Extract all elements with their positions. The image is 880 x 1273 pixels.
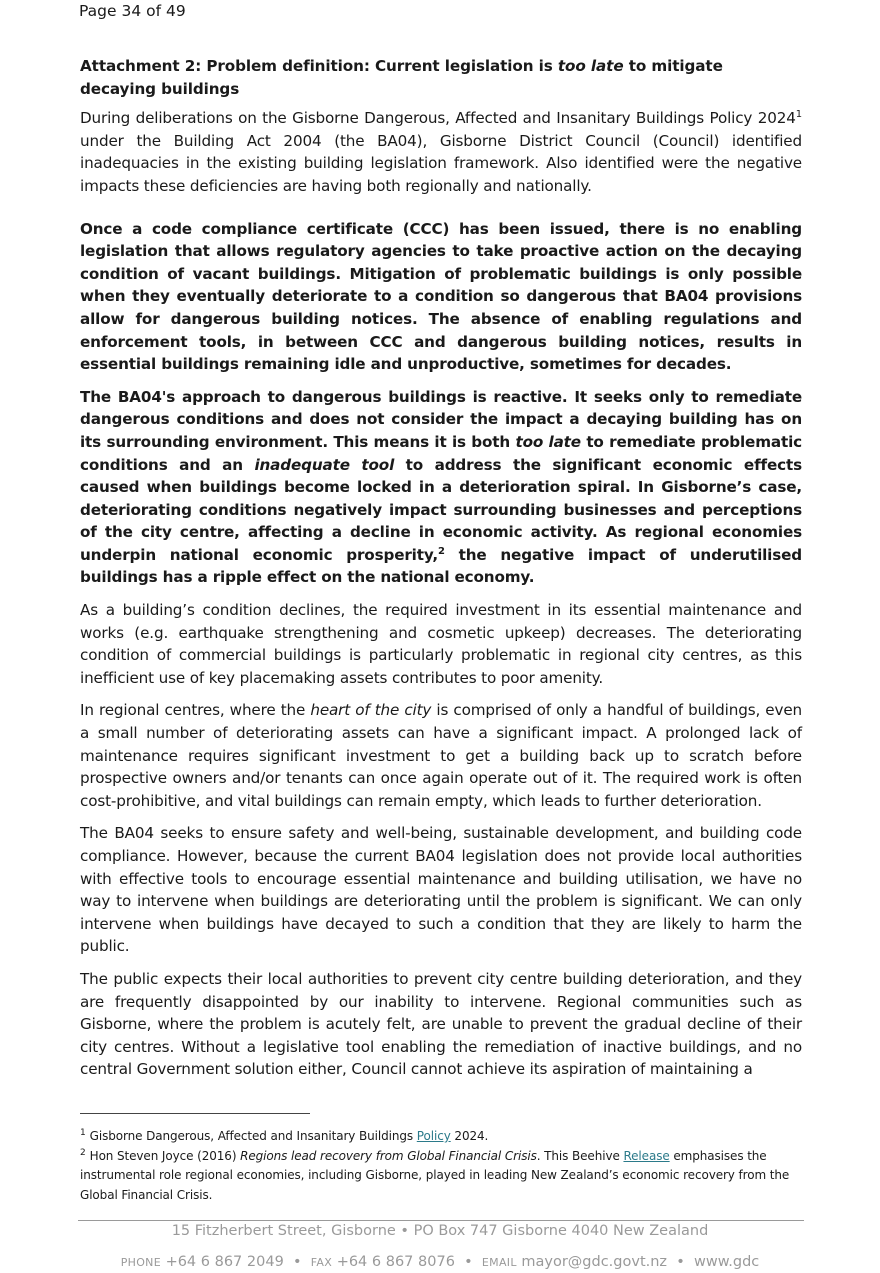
- main-content: [80, 55, 802, 1091]
- fax-label: FAX: [310, 1256, 333, 1269]
- footnote-2-text: Hon Steven Joyce (2016): [89, 1148, 241, 1163]
- website[interactable]: www.gdc: [694, 1254, 760, 1270]
- paragraph-1: [80, 107, 802, 197]
- heading-text-end: to mitigate decaying buildings: [80, 57, 723, 98]
- footnote-ref-1[interactable]: 1: [795, 109, 802, 121]
- heading-emphasis: too late: [557, 57, 624, 75]
- footnote-ref-2[interactable]: 2: [438, 545, 445, 557]
- footer-address: 15 Fitzherbert Street, Gisborne • PO Box 747 Gisborne 4040 New Zealand: [171, 1223, 709, 1239]
- paragraph-3-text-3: to address the significant economic effects caused when buildings become locked in a deterioration spiral. In Gisborne’s case, deteriorating conditions negatively impact surrounding businesses and perceptions of the city centre, affecting a decline in economic activity. As regional economies underpin national economic prosperity,: [80, 455, 802, 564]
- paragraph-5: [80, 699, 802, 812]
- footer-contact: [0, 1254, 880, 1270]
- fax-number: +64 6 867 8076: [336, 1254, 455, 1270]
- heading-text: Attachment 2: Problem definition: Current legislation is: [80, 57, 558, 75]
- footnote-1-text: Gisborne Dangerous, Affected and Insanitary Buildings: [89, 1129, 417, 1143]
- footnote-2-text-mid: . This Beehive: [536, 1148, 624, 1163]
- paragraph-3-text: The BA04's approach to dangerous buildings is reactive. It seeks only to remediate dangerous conditions and does not consider the impact a decaying building has on its surrounding environment. This means it is both: [80, 387, 802, 451]
- paragraph-3-emphasis-2: inadequate tool: [254, 455, 395, 474]
- paragraph-5-text: In regional centres, where the: [80, 701, 311, 720]
- separator: •: [676, 1254, 685, 1270]
- separator: •: [293, 1254, 302, 1270]
- paragraph-5-emphasis: heart of the city: [310, 701, 432, 720]
- footer-divider: [78, 1220, 804, 1221]
- paragraph-3-emphasis-1: too late: [515, 432, 581, 451]
- paragraph-3: [80, 386, 802, 589]
- footnote-1: [80, 1127, 802, 1147]
- section-heading: [80, 55, 802, 100]
- paragraph-3-text-4: the negative impact of underutilised buildings has a ripple effect on the national economy.: [80, 545, 802, 587]
- email-address[interactable]: mayor@gdc.govt.nz: [521, 1254, 668, 1270]
- footnote-2: [80, 1147, 802, 1206]
- page-number: Page 34 of 49: [79, 2, 186, 20]
- footnote-1-number: 1: [80, 1128, 86, 1138]
- paragraph-1-text-end: under the Building Act 2004 (the BA04), Gisborne District Council (Council) identified inadequacies in the existing building legislation framework. Also identified were the negative impacts these deficiencies are having both regionally and nationally.: [80, 131, 802, 195]
- release-link[interactable]: Release: [623, 1148, 670, 1163]
- footnote-2-title: Regions lead recovery from Global Financial Crisis: [240, 1148, 537, 1163]
- paragraph-1-text: During deliberations on the Gisborne Dangerous, Affected and Insanitary Buildings Policy 2024: [80, 109, 796, 128]
- separator: •: [464, 1254, 473, 1270]
- paragraph-7: The public expects their local authorities to prevent city centre building deterioration, and they are frequently disappointed by our inability to intervene. Regional communities such as Gisborne, where the problem is acutely felt, are unable to prevent the gradual decline of their city centres. Without a legislative tool enabling the remediation of inactive buildings, and no central Government solution either, Council cannot achieve its aspiration of maintaining a: [80, 969, 802, 1079]
- paragraph-3-text-2: to remediate problematic conditions and an: [80, 432, 803, 474]
- footnotes: [80, 1127, 802, 1205]
- footnote-2-text-end: emphasises the instrumental role regional economies, including Gisborne, played in leading New Zealand’s economic recovery from the Global Financial Crisis.: [80, 1148, 790, 1202]
- footnote-1-text-end: 2024.: [450, 1129, 489, 1143]
- policy-link[interactable]: Policy: [416, 1129, 451, 1143]
- phone-number: +64 6 867 2049: [165, 1254, 284, 1270]
- phone-label: PHONE: [120, 1256, 161, 1269]
- footnote-2-number: 2: [80, 1147, 86, 1158]
- footnote-divider: [80, 1113, 310, 1114]
- email-label: EMAIL: [481, 1256, 517, 1269]
- paragraph-6: The BA04 seeks to ensure safety and well-being, sustainable development, and building code compliance. However, because the current BA04 legislation does not provide local authorities with effective tools to encourage essential maintenance and building utilisation, we have no way to intervene when buildings are deteriorating until the problem is significant. We can only intervene when buildings have decayed to such a condition that they are likely to harm the public.: [80, 824, 802, 956]
- paragraph-5-text-end: is comprised of only a handful of buildings, even a small number of deteriorating assets can have a significant impact. A prolonged lack of maintenance requires significant investment to get a building back up to scratch before prospective owners and/or tenants can once again operate out of it. The required work is often cost-prohibitive, and vital buildings can remain empty, which leads to further deterioration.: [80, 701, 803, 810]
- paragraph-4: As a building’s condition declines, the required investment in its essential maintenance and works (e.g. earthquake strengthening and cosmetic upkeep) decreases. The deteriorating condition of commercial buildings is particularly problematic in regional city centres, as this inefficient use of key placemaking assets contributes to poor amenity.: [80, 601, 802, 687]
- paragraph-2: Once a code compliance certificate (CCC) has been issued, there is no enabling legislation that allows regulatory agencies to take proactive action on the decaying condition of vacant buildings. Mitigation of problematic buildings is only possible when they eventually deteriorate to a condition so dangerous that BA04 provisions allow for dangerous building notices. The absence of enabling regulations and enforcement tools, in between CCC and dangerous building notices, results in essential buildings remaining idle and unproductive, sometimes for decades.: [80, 219, 802, 374]
